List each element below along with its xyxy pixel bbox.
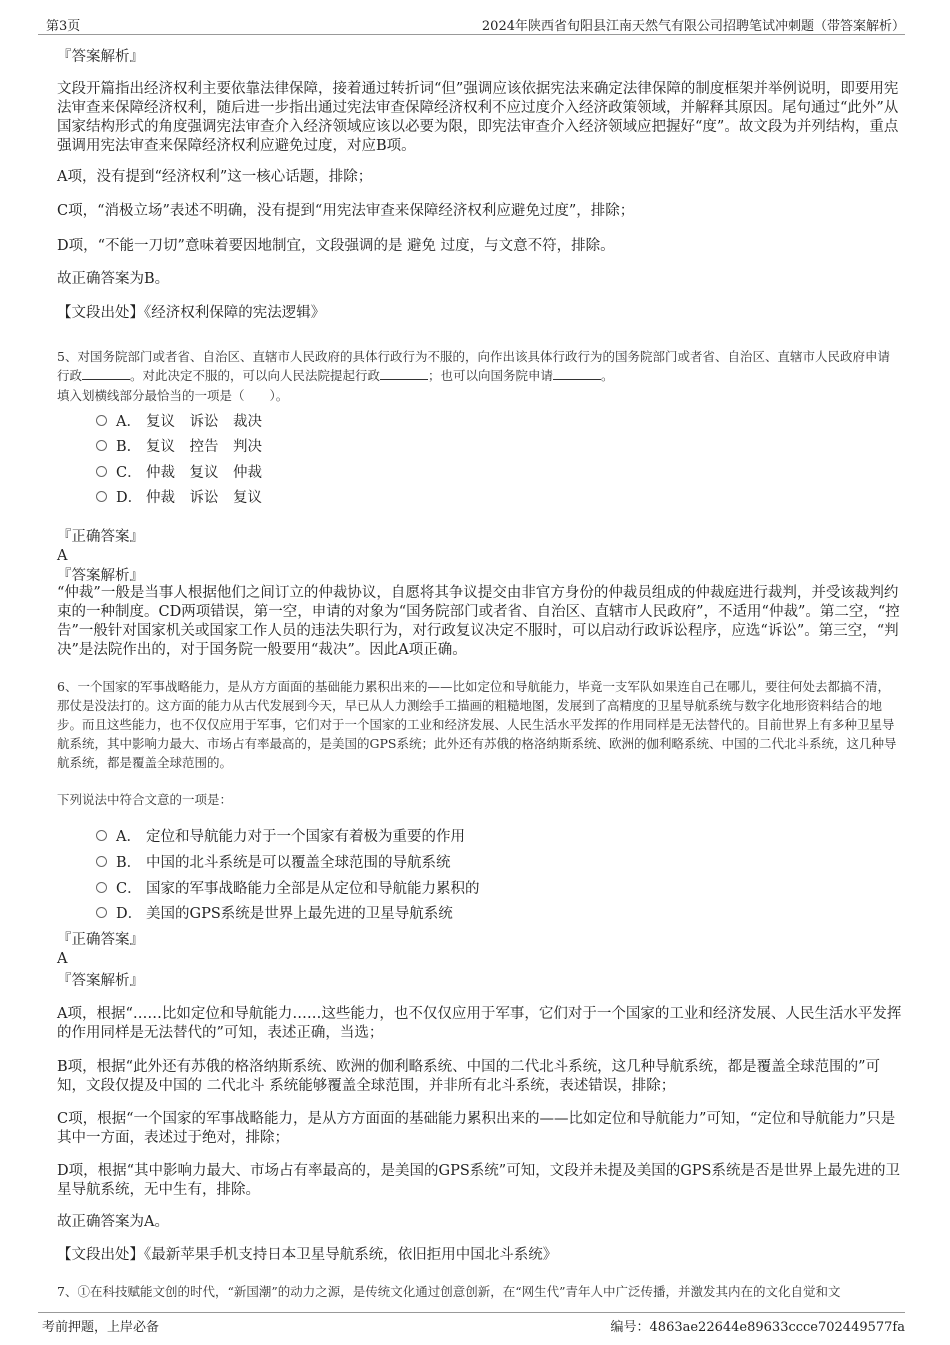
radio-icon[interactable] [96,440,107,451]
footer-slogan: 考前押题，上岸必备 [42,1320,160,1335]
q6-option-c[interactable]: C． 国家的军事战略能力全部是从定位和导航能力累积的 [96,877,480,897]
radio-icon[interactable] [96,491,107,502]
q5-stem: 5、对国务院部门或者省、自治区、直辖市人民政府的具体行政行为不服的，向作出该具体行政行为的国务院部门或者省、自治区、直辖市人民政府申请行政 。对此决定不服的，可以向人民法院提起行政 ；也可以向国务院申请 。 [57,349,890,383]
blank-3 [553,367,601,380]
radio-icon[interactable] [96,907,107,918]
q4-option-d-analysis: D项，“不能一刀切”意味着要因地制宜，文段强调的是 避免 过度，与文意不符，排除。 [57,238,615,254]
q4-source: 【文段出处】《经济权利保障的宪法逻辑》 [57,305,326,321]
q6-option-b-analysis: B项，根据“此外还有苏俄的格洛纳斯系统、欧洲的伽利略系统、中国的二代北斗系统，这几种导航系统，都是覆盖全球范围的”可知，文段仅提及中国的 二代北斗 系统能够覆盖全球范围，并非所有北斗系统，表述错误，排除； [57,1059,880,1094]
page-number: 第3页 [46,19,81,34]
page-header [38,12,905,35]
q5-answer: A [57,548,68,564]
q6-option-b[interactable]: B． 中国的北斗系统是可以覆盖全球范围的导航系统 [96,851,451,871]
q4-conclusion: 故正确答案为B。 [57,271,170,287]
radio-icon[interactable] [96,466,107,477]
q6-analysis-label: 『答案解析』 [57,973,144,989]
q5-analysis: “仲裁”一般是当事人根据他们之间订立的仲裁协议，自愿将其争议提交由非官方身份的仲裁员组成的仲裁庭进行裁判，并受该裁判约束的一种制度。CD两项错误，第一空，申请的对象为“国务院部门或者省、自治区、直辖市人民政府”，不适用“仲裁”。第二空，“控告”一般针对国家机关或国家工作人员的违法失职行为，对行政复议决定不服时，可以启动行政诉讼程序，应选“诉讼”。第三空，“判决”是法院作出的，对于国务院一般要用“裁决”。因此A项正确。 [57,585,900,658]
q6-option-d[interactable]: D． 美国的GPS系统是世界上最先进的卫星导航系统 [96,902,453,922]
q6-option-d-analysis: D项，根据“其中影响力最大、市场占有率最高的，是美国的GPS系统”可知，文段并未提及美国的GPS系统是否是世界上最先进的卫星导航系统，无中生有，排除。 [57,1163,900,1198]
q4-option-a-analysis: A项，没有提到“经济权利”这一核心话题，排除； [57,169,373,185]
q5-option-b[interactable]: B． 复议 控告 判决 [96,435,262,455]
q6-prompt: 下列说法中符合文意的一项是： [57,792,233,807]
q4-analysis-paragraph: 文段开篇指出经济权利主要依靠法律保障，接着通过转折词“但”强调应该依据宪法来确定法律保障的制度框架并举例说明，即要用宪法审查来保障经济权利，随后进一步指出通过宪法审查保障经济权利不应过度介入经济政策领域，并解释其原因。尾句通过“此外”从国家结构形式的角度强调宪法审查介入经济领域应该以必要为限，即宪法审查介入经济领域应把握好“度”。故文段为并列结构，重点强调用宪法审查来保障经济权利应避免过度，对应B项。 [57,81,899,154]
q7-stem: 7、①在科技赋能文创的时代，“新国潮”的动力之源，是传统文化通过创意创新，在“网生代”青年人中广泛传播，并激发其内在的文化自觉和文 [57,1284,841,1299]
radio-icon[interactable] [96,415,107,426]
q6-answer-label: 『正确答案』 [57,932,144,948]
q5-option-c[interactable]: C． 仲裁 复议 仲裁 [96,461,262,481]
q4-analysis-label: 『答案解析』 [57,49,144,65]
blank-2 [380,367,428,380]
q6-source: 【文段出处】《最新苹果手机支持日本卫星导航系统，依旧拒用中国北斗系统》 [57,1247,558,1263]
q5-answer-label: 『正确答案』 [57,529,144,545]
q5-option-d[interactable]: D． 仲裁 诉讼 复议 [96,486,262,506]
q5-prompt: 填入划横线部分最恰当的一项是（ ）。 [57,388,289,403]
q4-option-c-analysis: C项，“消极立场”表述不明确，没有提到“用宪法审查来保障经济权利应避免过度”，排除； [57,203,635,219]
document-title: 2024年陕西省旬阳县江南天然气有限公司招聘笔试冲刺题（带答案解析） [481,19,905,34]
footer-code: 编号：4863ae22644e89633ccce702449577fa [610,1320,905,1335]
q6-answer: A [57,951,68,967]
q6-option-a[interactable]: A． 定位和导航能力对于一个国家有着极为重要的作用 [96,825,465,845]
q5-option-a[interactable]: A． 复议 诉讼 裁决 [96,410,262,430]
q6-stem: 6、一个国家的军事战略能力，是从方方面面的基础能力累积出来的——比如定位和导航能力，毕竟一支军队如果连自己在哪儿，要往何处去都搞不清，那仗是没法打的。这方面的能力从古代发展到今天，早已从人力测绘手工描画的粗糙地图，发展到了高精度的卫星导航系统与数字化地形资料结合的地步。而且这些能力，也不仅仅应用于军事，它们对于一个国家的工业和经济发展、人民生活水平发挥的作用同样是无法替代的。目前世界上有多种卫星导航系统，其中影响力最大、市场占有率最高的，是美国的GPS系统；此外还有苏俄的格洛纳斯系统、欧洲的伽利略系统、中国的二代北斗系统，这几种导航系统，都是覆盖全球范围的。 [57,679,897,770]
q6-option-c-analysis: C项，根据“一个国家的军事战略能力，是从方方面面的基础能力累积出来的——比如定位和导航能力”可知，“定位和导航能力”只是其中一方面，表述过于绝对，排除； [57,1111,896,1146]
radio-icon[interactable] [96,856,107,867]
blank-1 [82,367,130,380]
q5-analysis-label: 『答案解析』 [57,568,144,584]
q6-option-a-analysis: A项，根据“……比如定位和导航能力……这些能力，也不仅仅应用于军事，它们对于一个国家的工业和经济发展、人民生活水平发挥的作用同样是无法替代的”可知，表述正确，当选； [57,1006,902,1041]
page-footer [38,1312,905,1333]
q6-conclusion: 故正确答案为A。 [57,1214,169,1230]
radio-icon[interactable] [96,830,107,841]
radio-icon[interactable] [96,882,107,893]
